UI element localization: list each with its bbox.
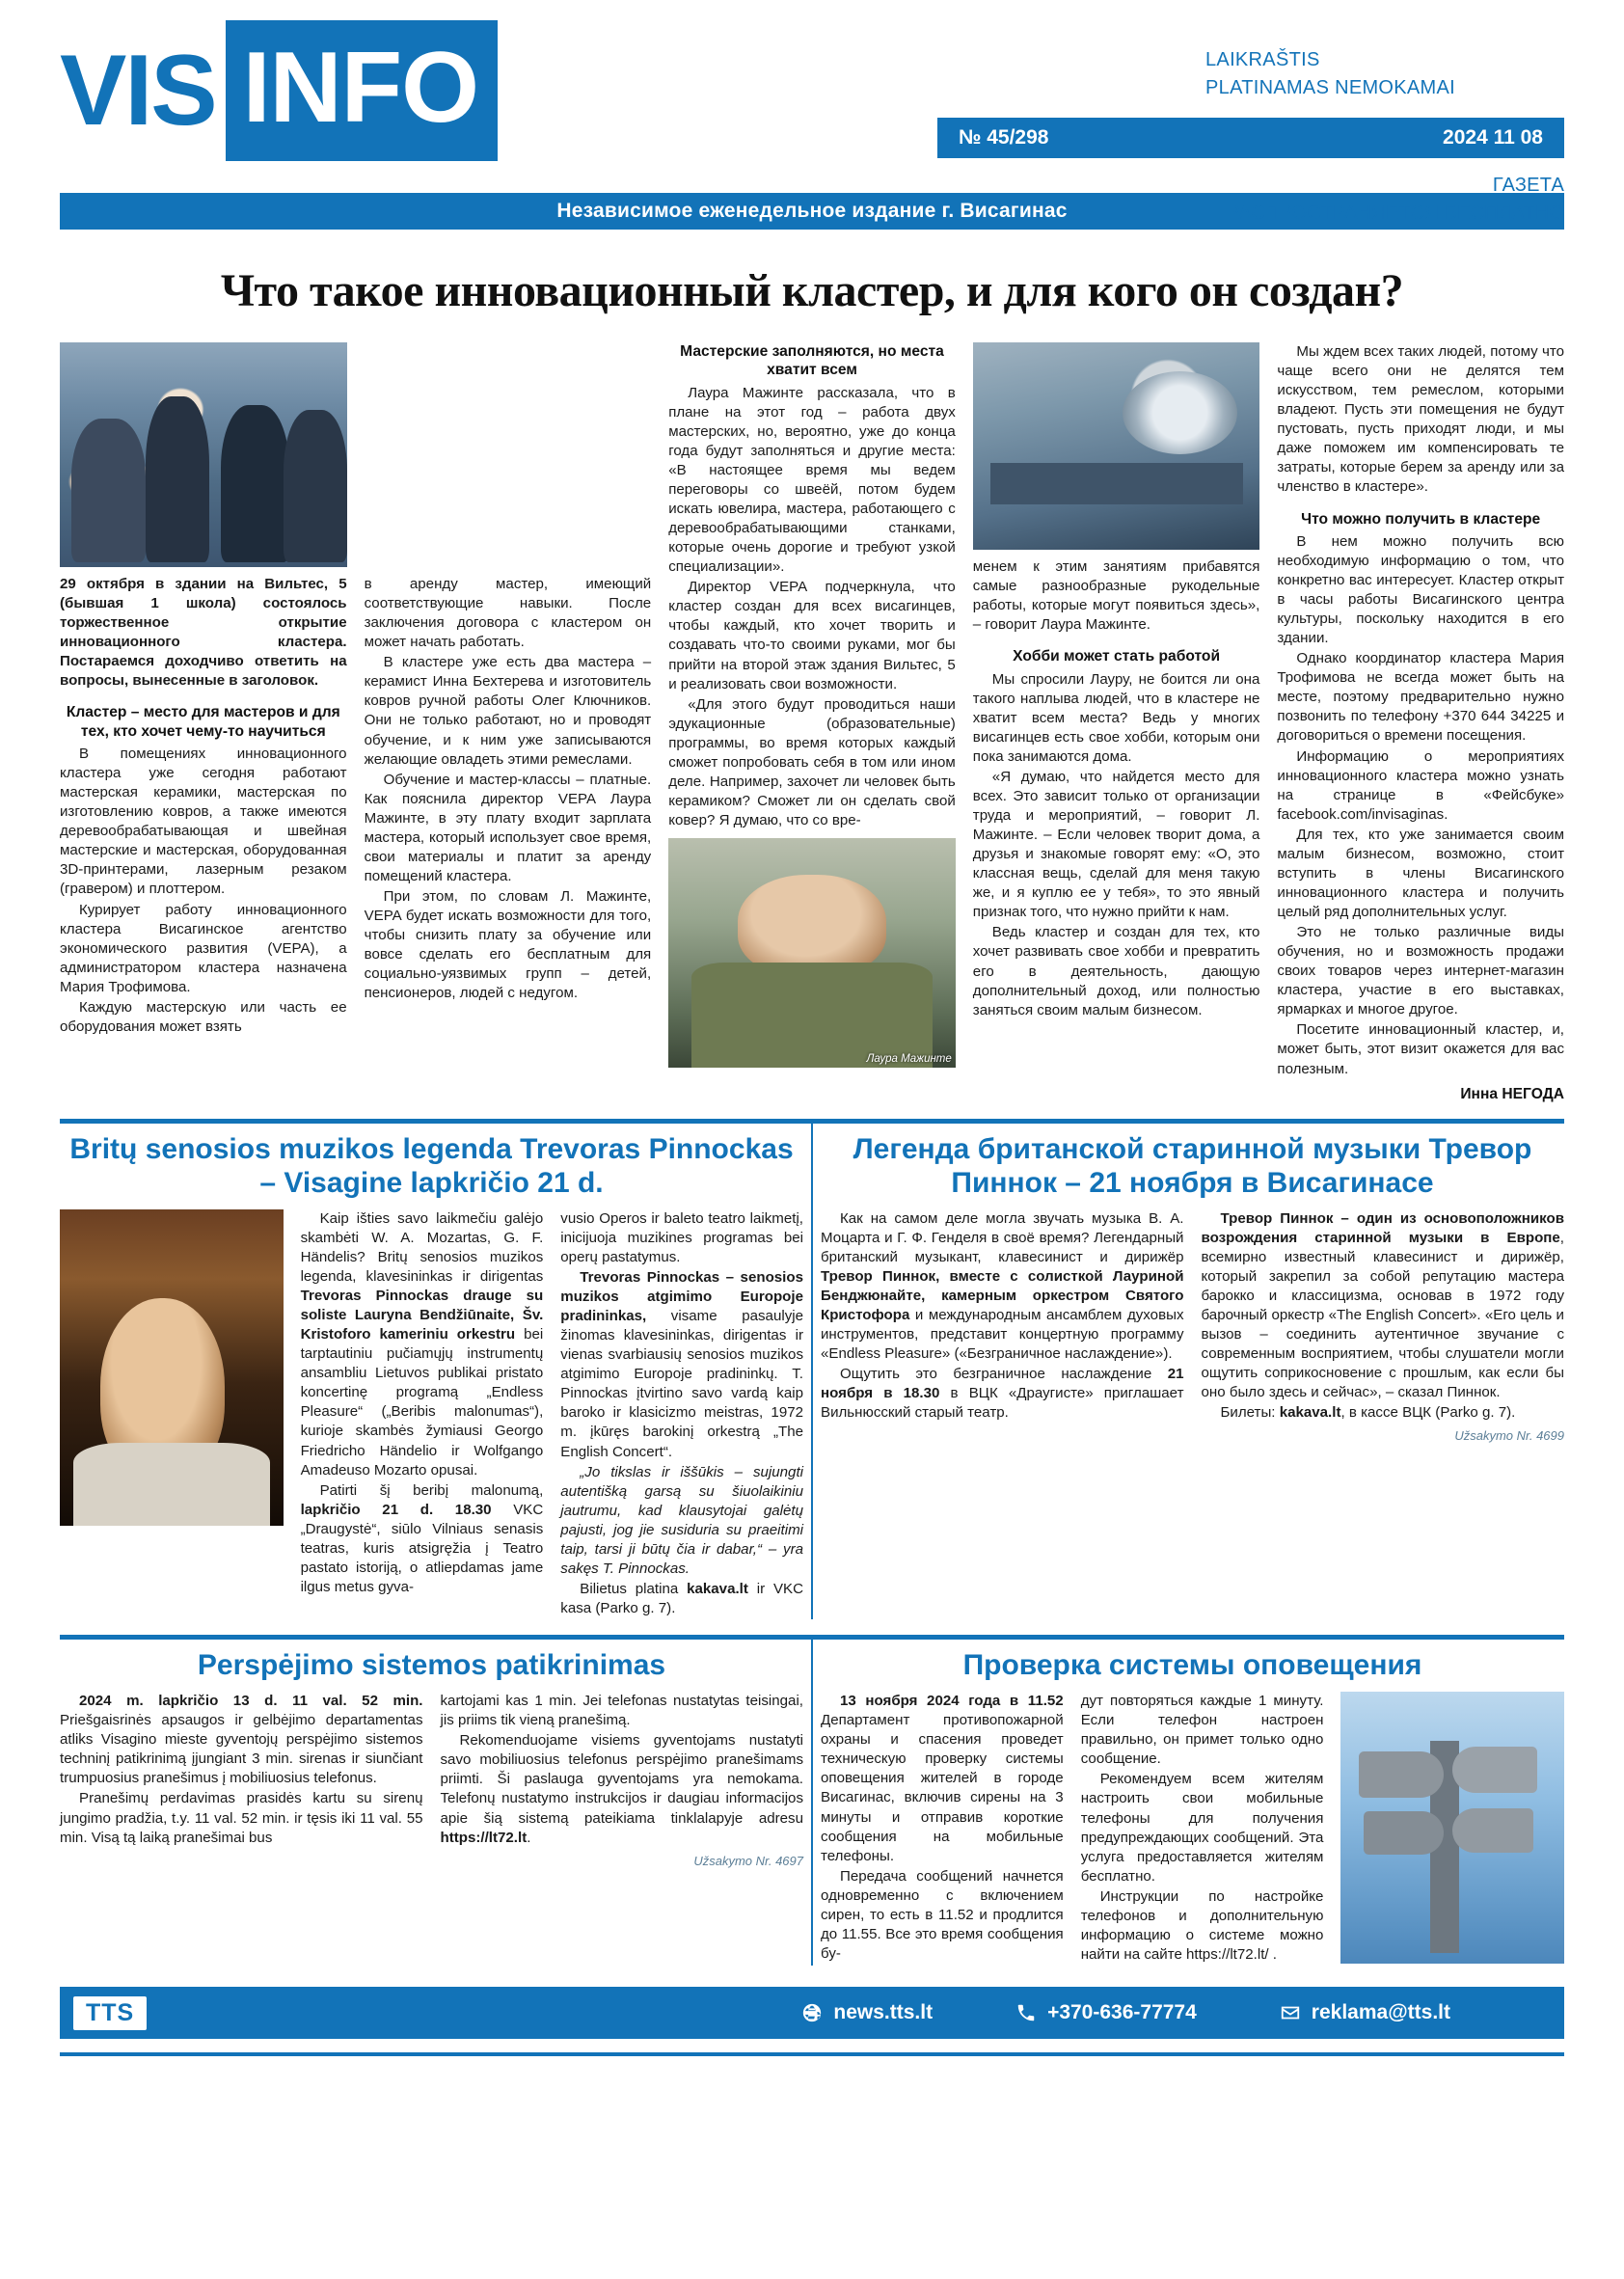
article-pinnock [60,1124,1564,1620]
page-footer [60,1987,1564,2039]
paragraph: Для тех, кто уже занимается своим малым бизнесом, возможно, стоит вступить в члены Висагинского инновационного кластера и получить целый ряд дополнительных услуг. [1277,826,1564,921]
warning-ru-photo-col [1340,1692,1564,1966]
warning-lt [60,1640,803,1966]
warning-ru-col-1 [821,1692,1064,1966]
issue-bar [937,118,1564,158]
tagline-ru-line2: РАСПРОСТРАНЯЕТСЯ БЕСПЛАТНО [1226,203,1564,224]
paragraph: 13 ноября 2024 года в 11.52 Департамент противопожарной охраны и спасения проведет техническую проверку системы оповещения жителей в городе Висагинас, включив сирены на 3 минуты и отправив короткие сообщения на мобильные телефоны. [821,1693,1064,1864]
article-warning-system [60,1640,1564,1966]
footer-phone[interactable] [1015,2001,1197,2024]
paragraph: Курирует работу инновационного кластера Висагинское агентство экономического развития (VEPA), а администратором кластера назначена Мария Трофимова. [60,901,347,995]
photo-siren-loudspeakers [1340,1692,1564,1964]
logo-info-text: INFO [226,20,498,161]
article-innovation-cluster [60,342,1564,1103]
paragraph: Bilietus platina kakava.lt ir VKC kasa (Parko g. 7). [560,1580,803,1617]
warning-ru-col-2 [1081,1692,1324,1966]
pinnock-ru-col-1 [821,1209,1184,1444]
photo-woodworking-machine [973,342,1260,550]
footer-website-label: news.tts.lt [833,2001,934,2024]
paragraph: Посетите инновационный кластер, и, может быть, этот визит окажется для вас полезным. [1277,1021,1564,1077]
globe-icon [801,2002,823,2023]
tagline-lt-line2: PLATINAMAS NEMOKAMAI [1205,77,1456,98]
article-column-3 [668,342,956,1103]
pinnock-lt-columns [60,1209,803,1619]
paragraph: «Для этого будут проводиться наши эдукационные (образовательные) программы, во время которых каждый сможет попробовать себя в том или ином деле. Например, захочет ли человек быть керамиком? Сможет ли он сделать свой ковер? Я думаю, что со вре- [668,695,956,829]
logo-vis-text: VIS [60,35,216,147]
publication-strip: Независимое еженедельное издание г. Висагинас [60,193,1564,230]
article-column-5 [1277,342,1564,1103]
paragraph: Это не только различные виды обучения, но и возможность продажи своих товаров через интернет-магазин кластера, участие в его выставках, ярмарках и многое другое. [1277,924,1564,1018]
article-byline: Инна НЕГОДА [1460,1085,1564,1102]
footer-phone-label: +370-636-77774 [1047,2001,1197,2024]
main-headline: Что такое инновационный кластер, и для кого он создан? [220,265,1404,316]
paragraph: Ведь кластер и создан для тех, кто хочет развивать свое хобби и превратить его в деятельность, дающую дополнительный доход, или полностью заняться своим малым бизнесом. [972,924,1260,1018]
subhead-what-to-get: Что можно получить в кластере [1301,510,1541,528]
paragraph: менем к этим занятиям прибавятся самые разнообразные рукодельные работы, которые могут появиться здесь», – говорит Лаура Мажинте. [972,558,1260,634]
paragraph: Тревор Пиннок – один из основоположников возрождения старинной музыки в Европе, всемирно известный клавесинист и дирижёр, который закрепил за собой репутацию мастера барокко и классицизма, основав в 1972 году барочный оркестр «The English Concert». «Его цель и вызов – соединить аутентичное звучание с современным восприятием, чтобы слушатели могли ощутить соприкосновение с прошлым, как если бы оно было здесь и сейчас», – сказал Пиннок. [1201,1209,1564,1401]
paragraph: Передача сообщений начнется одновременно с включением сирен, то есть в 11.52 и продлится до 11.55. Все это время сообщения бу- [821,1867,1064,1962]
paragraph: При этом, по словам Л. Мажинте, VEPA будет искать возможности для того, чтобы снизить плату за обучение или вовсе сделать его бесплатным для социально-уязвимых групп – детей, пенсионеров, людей с недугом. [364,888,652,1002]
footer-website[interactable] [801,2001,933,2024]
paragraph: 2024 m. lapkričio 13 d. 11 val. 52 min. Priešgaisrinės apsaugos ir gelbėjimo departamentas atliks Visagino mieste gyventojų perspėjimo sistemos techninį patikrinimą įjungiant 3 min. sirenas ir siunčiant trumpuosius pranešimus į mobiliuosius telefonus. [60,1693,423,1787]
phone-icon [1015,2002,1037,2023]
paragraph: Рекомендуем всем жителям настроить свои мобильные телефоны для получения предупреждающих сообщений. Эта услуга предоставляется жителям бесплатно. [1080,1771,1324,1885]
envelope-icon [1280,2002,1301,2023]
paragraph: Информацию о мероприятиях инновационного кластера можно узнать на странице в «Фейсбуке» facebook.com/invisaginas. [1277,747,1564,823]
tagline-lt-line1: LAIKRAŠTIS [1205,49,1320,70]
headline-warning-lt: Perspėjimo sistemos patikrinimas [197,1649,666,1682]
photo-cluster-opening [60,342,347,567]
article-column-4 [973,342,1260,1103]
headline-pinnock-lt: Britų senosios muzikos legenda Trevoras Pinnockas – Visagine lapkričio 21 d. [69,1132,794,1199]
paragraph: Директор VEPA подчеркнула, что кластер создан для всех висагинцев, чтобы каждый, кто хочет творить и создавать что-то своими руками, мог бы прийти на второй этаж здания Вильтес, 5 и реализовать свои возможности. [668,579,956,692]
paragraph: Мы спросили Лауру, не боится ли она такого наплыва людей, что в кластере не хватит всем места? Ведь у многих висагинцев есть свое хобби, которым они пока занимаются дома. [972,670,1260,765]
issue-number: № 45/298 [959,126,1049,149]
subhead-cluster-place: Кластер – место для мастеров и для тех, кто хочет чему-то научиться [66,704,340,740]
paragraph: Trevoras Pinnockas – senosios muzikos atgimimo Europoje pradininkas, visame pasaulyje žinomas klavesininkas, dirigentas ir vienas svarbiausių senosios muzikos atgimimo Europoje pradininkų. T. Pinnockas įtvirtino savo vardą kaip baroko ir klasicizmo meistras, 1972 m. įkūręs barokinį orkestrą „The English Concert“. [560,1268,803,1460]
warning-ru [821,1640,1564,1966]
pinnock-lt-col-2 [560,1209,803,1619]
warning-ru-columns [821,1692,1564,1966]
headline-pinnock-ru: Легенда британской старинной музыки Тревор Пиннок – 21 ноября в Висагинасе [853,1132,1532,1199]
pinnock-ru [821,1124,1564,1620]
paragraph: дут повторяться каждые 1 минуту. Если телефон настроен правильно, он примет только одно сообщение. [1080,1693,1324,1768]
paragraph: В нем можно получить всю необходимую информацию о том, что конкретно вас интересует. Кластер открыт в часы работы Висагинского центра культуры, поскольку находится в его здании. [1277,532,1564,647]
issue-date: 2024 11 08 [1443,126,1543,149]
paragraph: Лаура Мажинте рассказала, что в плане на этот год – работа двух мастерских, но, вероятно, уже до конца года будут заполняться и другие места: «В настоящее время мы ведем переговоры со швеёй, потом будем искать ювелира, мастера, работающего с деревообрабатывающими станками, которые очень дорогие и требуют узкой специализации». [668,384,956,576]
footer-contacts [801,2001,1564,2024]
pinnock-lt-col-1 [301,1209,544,1619]
paragraph: Rekomenduojame visiems gyventojams nustatyti savo mobiliuosius telefonus perspėjimo pranešimams priimti. Ši paslauga gyventojams yra nemokama. Telefonų nustatymo instrukcijos ir daugiau informacijos apie šią sistemą pateikiama tinklalapyje adresu https://lt72.lt. [440,1732,803,1846]
tts-logo[interactable]: TTS [73,1996,147,2030]
paragraph: Каждую мастерскую или часть ее оборудования может взять [60,998,347,1035]
order-number: Užsakymo Nr. 4699 [1454,1428,1564,1444]
warning-lt-columns [60,1692,803,1868]
headline-warning-ru: Проверка системы оповещения [962,1649,1422,1682]
footer-rule [60,2052,1564,2056]
paragraph: Обучение и мастер-классы – платные. Как пояснила директор VEPA Лаура Мажинте, в эту плату входит зарплата мастера, который использует свое время, свои материалы и платит за аренду помещений кластера. [364,771,652,884]
paragraph: Pranešimų perdavimas prasidės kartu su sirenų jungimo pradžia, t.y. 11 val. 52 min. ir tęsis iki 11 val. 55 min. Visą tą laiką pranešimai bus [60,1790,423,1846]
warning-lt-col-2 [441,1692,804,1868]
photo-laura-mazinte [668,838,956,1068]
paragraph: Ощутить это безграничное наслаждение 21 ноября в 18.30 в ВЦК «Драугисте» приглашает Вильнюсский старый театр. [821,1366,1184,1422]
photo-caption: Лаура Мажинте [866,1053,952,1066]
photo-trevor-pinnock [60,1209,284,1526]
article-column-1 [60,342,347,1103]
paragraph: Kaip išties savo laikmečiu galėjo skambėti W. A. Mozartas, G. F. Händelis? Britų senosios muzikos legenda, klavesininkas ir dirigentas Trevoras Pinnockas drauge su soliste Lauryna Bendžiūnaite, Šv. Kristoforo kameriniu orkestru bei tarptautiniu pučiamųjų instrumentų ansambliu Lietuvos publikai pristato koncertinę programą „Endless Pleasure“ („Beribis malonumas“), kurioje skambės žymiausi Georgo Friedricho Händelio ir Wolfgango Amadeuso Mozarto opusai. [300,1209,544,1479]
warning-lt-col-1 [60,1692,423,1868]
pinnock-lt-photo-col [60,1209,284,1619]
article-lead: 29 октября в здании на Вильтес, 5 (бывшая 1 школа) состоялось торжественное открытие инновационного кластера. Постараемся доходчиво ответить на вопросы, вынесенные в заголовок. [60,576,347,690]
paragraph: Мы ждем всех таких людей, потому что чаще всего они не делятся тем искусством, тем ремеслом, которыми владеют. Пусть эти помещения не будут пустовать, пусть приходят люди, и мы даже поможем им компенсировать те затраты, которые берем за аренду или за членство в кластере». [1277,343,1564,496]
paragraph: Однако координатор кластера Мария Трофимова не всегда может быть на месте, поэтому предварительно нужно позвонить по телефону +370 644 34225 и договориться о времени посещения. [1277,650,1564,745]
order-number: Užsakymo Nr. 4697 [693,1853,803,1868]
paragraph: vusio Operos ir baleto teatro laikmetį, inicijuoja muzikines programas bei operų pastatymus. [560,1209,803,1265]
column-divider [811,1640,813,1966]
paragraph: Как на самом деле могла звучать музыка В. А. Моцарта и Г. Ф. Генделя в своё время? Легендарный британский музыкант, клавесинист и дирижёр Тревор Пиннок, вместе с солисткой Лауриной Бенджюнайте, камерным оркестром Святого Кристофора и международным ансамблем духовых инструментов, представит концертную программу «Endless Pleasure» («Безграничное наслаждение»). [821,1209,1184,1363]
paragraph: «Я думаю, что найдется место для всех. Это зависит только от организации труда и мероприятий, – говорит Л. Мажинте. – Если человек творит дома, а друзья и знакомые говорят ему: «О, это классная вещь, сделай для меня такую же, и я куплю ее у тебя», то это явный признак того, что нужно прийти к нам. [972,768,1260,921]
pinnock-ru-col-2 [1202,1209,1565,1444]
publication-logo[interactable] [60,32,498,147]
column-divider [811,1124,813,1620]
pinnock-ru-columns [821,1209,1564,1444]
paragraph: Инструкции по настройке телефонов и дополнительную информацию о системе можно найти на сайте https://lt72.lt/ . [1080,1887,1324,1963]
pinnock-lt [60,1124,803,1620]
paragraph: Patirti šį beribį malonumą, lapkričio 21 d. 18.30 VKC „Draugystė“, siūlo Vilniaus senasis teatras, kuris atsigręžia į Teatro pastato istoriją, o atliepdamas jame ilgus metus gyva- [300,1481,544,1595]
subhead-hobby-work: Хобби может стать работой [1013,648,1221,665]
paragraph: в аренду мастер, имеющий соответствующие навыки. После заключения договора с кластером он может начать работать. [364,576,652,651]
paragraph: „Jo tikslas ir iššūkis – sujungti autentišką garsą su šiuolaikiniu jautrumu, kad klausytojai galėtų pajusti, jog jie susiduria su praeitimi taip, tarsi ji būtų čia ir dabar,“ – yra sakęs T. Pinnockas. [560,1463,803,1577]
footer-email[interactable] [1280,2001,1450,2024]
footer-email-label: reklama@tts.lt [1311,2001,1450,2024]
subhead-workshops: Мастерские заполняются, но места хватит всем [680,343,944,379]
paragraph: В помещениях инновационного кластера уже сегодня работают мастерская керамики, мастерская по изготовлению ковров, а также имеются деревообрабатывающая и швейная мастерские и мастерская, оборудованная 3D-принтерами, лазерным резаком (гравером) и плоттером. [60,746,347,898]
tagline-ru-line1: ГАЗЕТА [1492,175,1564,196]
paragraph: Билеты: kakava.lt, в кассе ВЦК (Parko g. 7). [1220,1404,1516,1422]
article-column-2 [365,342,652,1103]
paragraph: В кластере уже есть два мастера – керамист Инна Бехтерева и изготовитель ковров ручной работы Олег Ключников. Они не только работают, но и проводят обучение, и к ним уже записываются желающие овладеть этими ремеслами. [364,654,652,768]
paragraph: kartojami kas 1 min. Jei telefonas nustatytas teisingai, jis priims tik vieną pranešimą. [440,1693,803,1729]
